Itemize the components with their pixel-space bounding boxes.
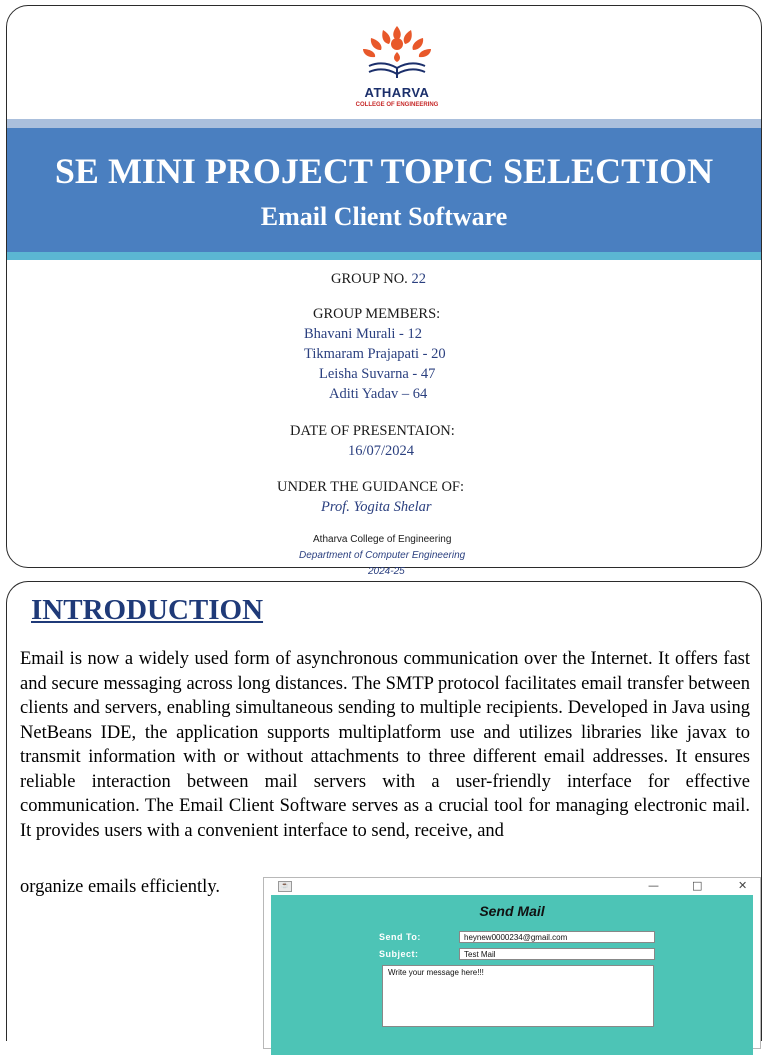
member-3: Leisha Suvarna - 47: [319, 366, 436, 382]
java-window-icon: ☕: [278, 881, 292, 892]
logo-subtitle: COLLEGE OF ENGINEERING: [355, 102, 439, 108]
member-4: Aditi Yadav – 64: [329, 386, 428, 402]
send-mail-form: [271, 895, 753, 1055]
introduction-last-line: organize emails efficiently.: [20, 877, 220, 897]
college-name: Atharva College of Engineering: [313, 534, 452, 545]
slide-title: SE MINI PROJECT TOPIC SELECTION: [54, 151, 714, 191]
maximize-icon: □: [692, 879, 703, 892]
send-to-field: heynew0000234@gmail.com: [459, 931, 655, 943]
department-name: Department of Computer Engineering: [299, 550, 466, 561]
close-icon: ✕: [738, 879, 748, 892]
subject-label: Subject:: [379, 949, 419, 959]
group-label: GROUP NO.: [331, 271, 408, 287]
member-2: Tikmaram Prajapati - 20: [304, 346, 446, 362]
introduction-heading: INTRODUCTION: [31, 594, 264, 626]
introduction-slide: [6, 581, 762, 1041]
guidance-label: UNDER THE GUIDANCE OF:: [277, 479, 465, 495]
presentation-date: 16/07/2024: [348, 443, 415, 459]
message-area: Write your message here!!!: [382, 965, 654, 1027]
send-mail-window-screenshot: [263, 877, 761, 1049]
group-line: [331, 271, 426, 288]
college-logo: [347, 22, 447, 118]
lotus-book-icon: [355, 22, 439, 82]
member-1: Bhavani Murali - 12: [304, 326, 422, 342]
send-to-label: Send To:: [379, 932, 421, 942]
academic-year: 2024-25: [368, 566, 405, 577]
logo-wordmark: ATHARVA: [364, 85, 430, 100]
title-band-bottom: [7, 252, 761, 260]
title-band-top: [7, 119, 761, 128]
send-mail-heading: Send Mail: [479, 903, 545, 919]
window-titlebar: [264, 878, 760, 894]
members-label: GROUP MEMBERS:: [313, 306, 441, 322]
guide-name: Prof. Yogita Shelar: [321, 499, 432, 515]
date-label: DATE OF PRESENTAION:: [290, 423, 455, 439]
title-slide: [6, 5, 762, 577]
minimize-icon: —: [648, 879, 659, 892]
group-number: 22: [411, 271, 426, 287]
introduction-paragraph: Email is now a widely used form of asynchronous communication over the Internet. It offers fast and secure messaging across long distances. The SMTP protocol facilitates email transfer between clients and servers, enabling simultaneous sending to multiple recipients. Developed in Java using NetBeans IDE, the application supports multiplatform use and utilizes libraries like javax to transmit information with or without attachments to three different email addresses. It ensures reliable interaction between mail servers with a user-friendly interface for effective communication. The Email Client Software serves as a crucial tool for managing electronic mail. It provides users with a convenient interface to send, receive, and: [20, 649, 750, 841]
subject-field: Test Mail: [459, 948, 655, 960]
slide-subtitle: Email Client Software: [260, 202, 508, 231]
